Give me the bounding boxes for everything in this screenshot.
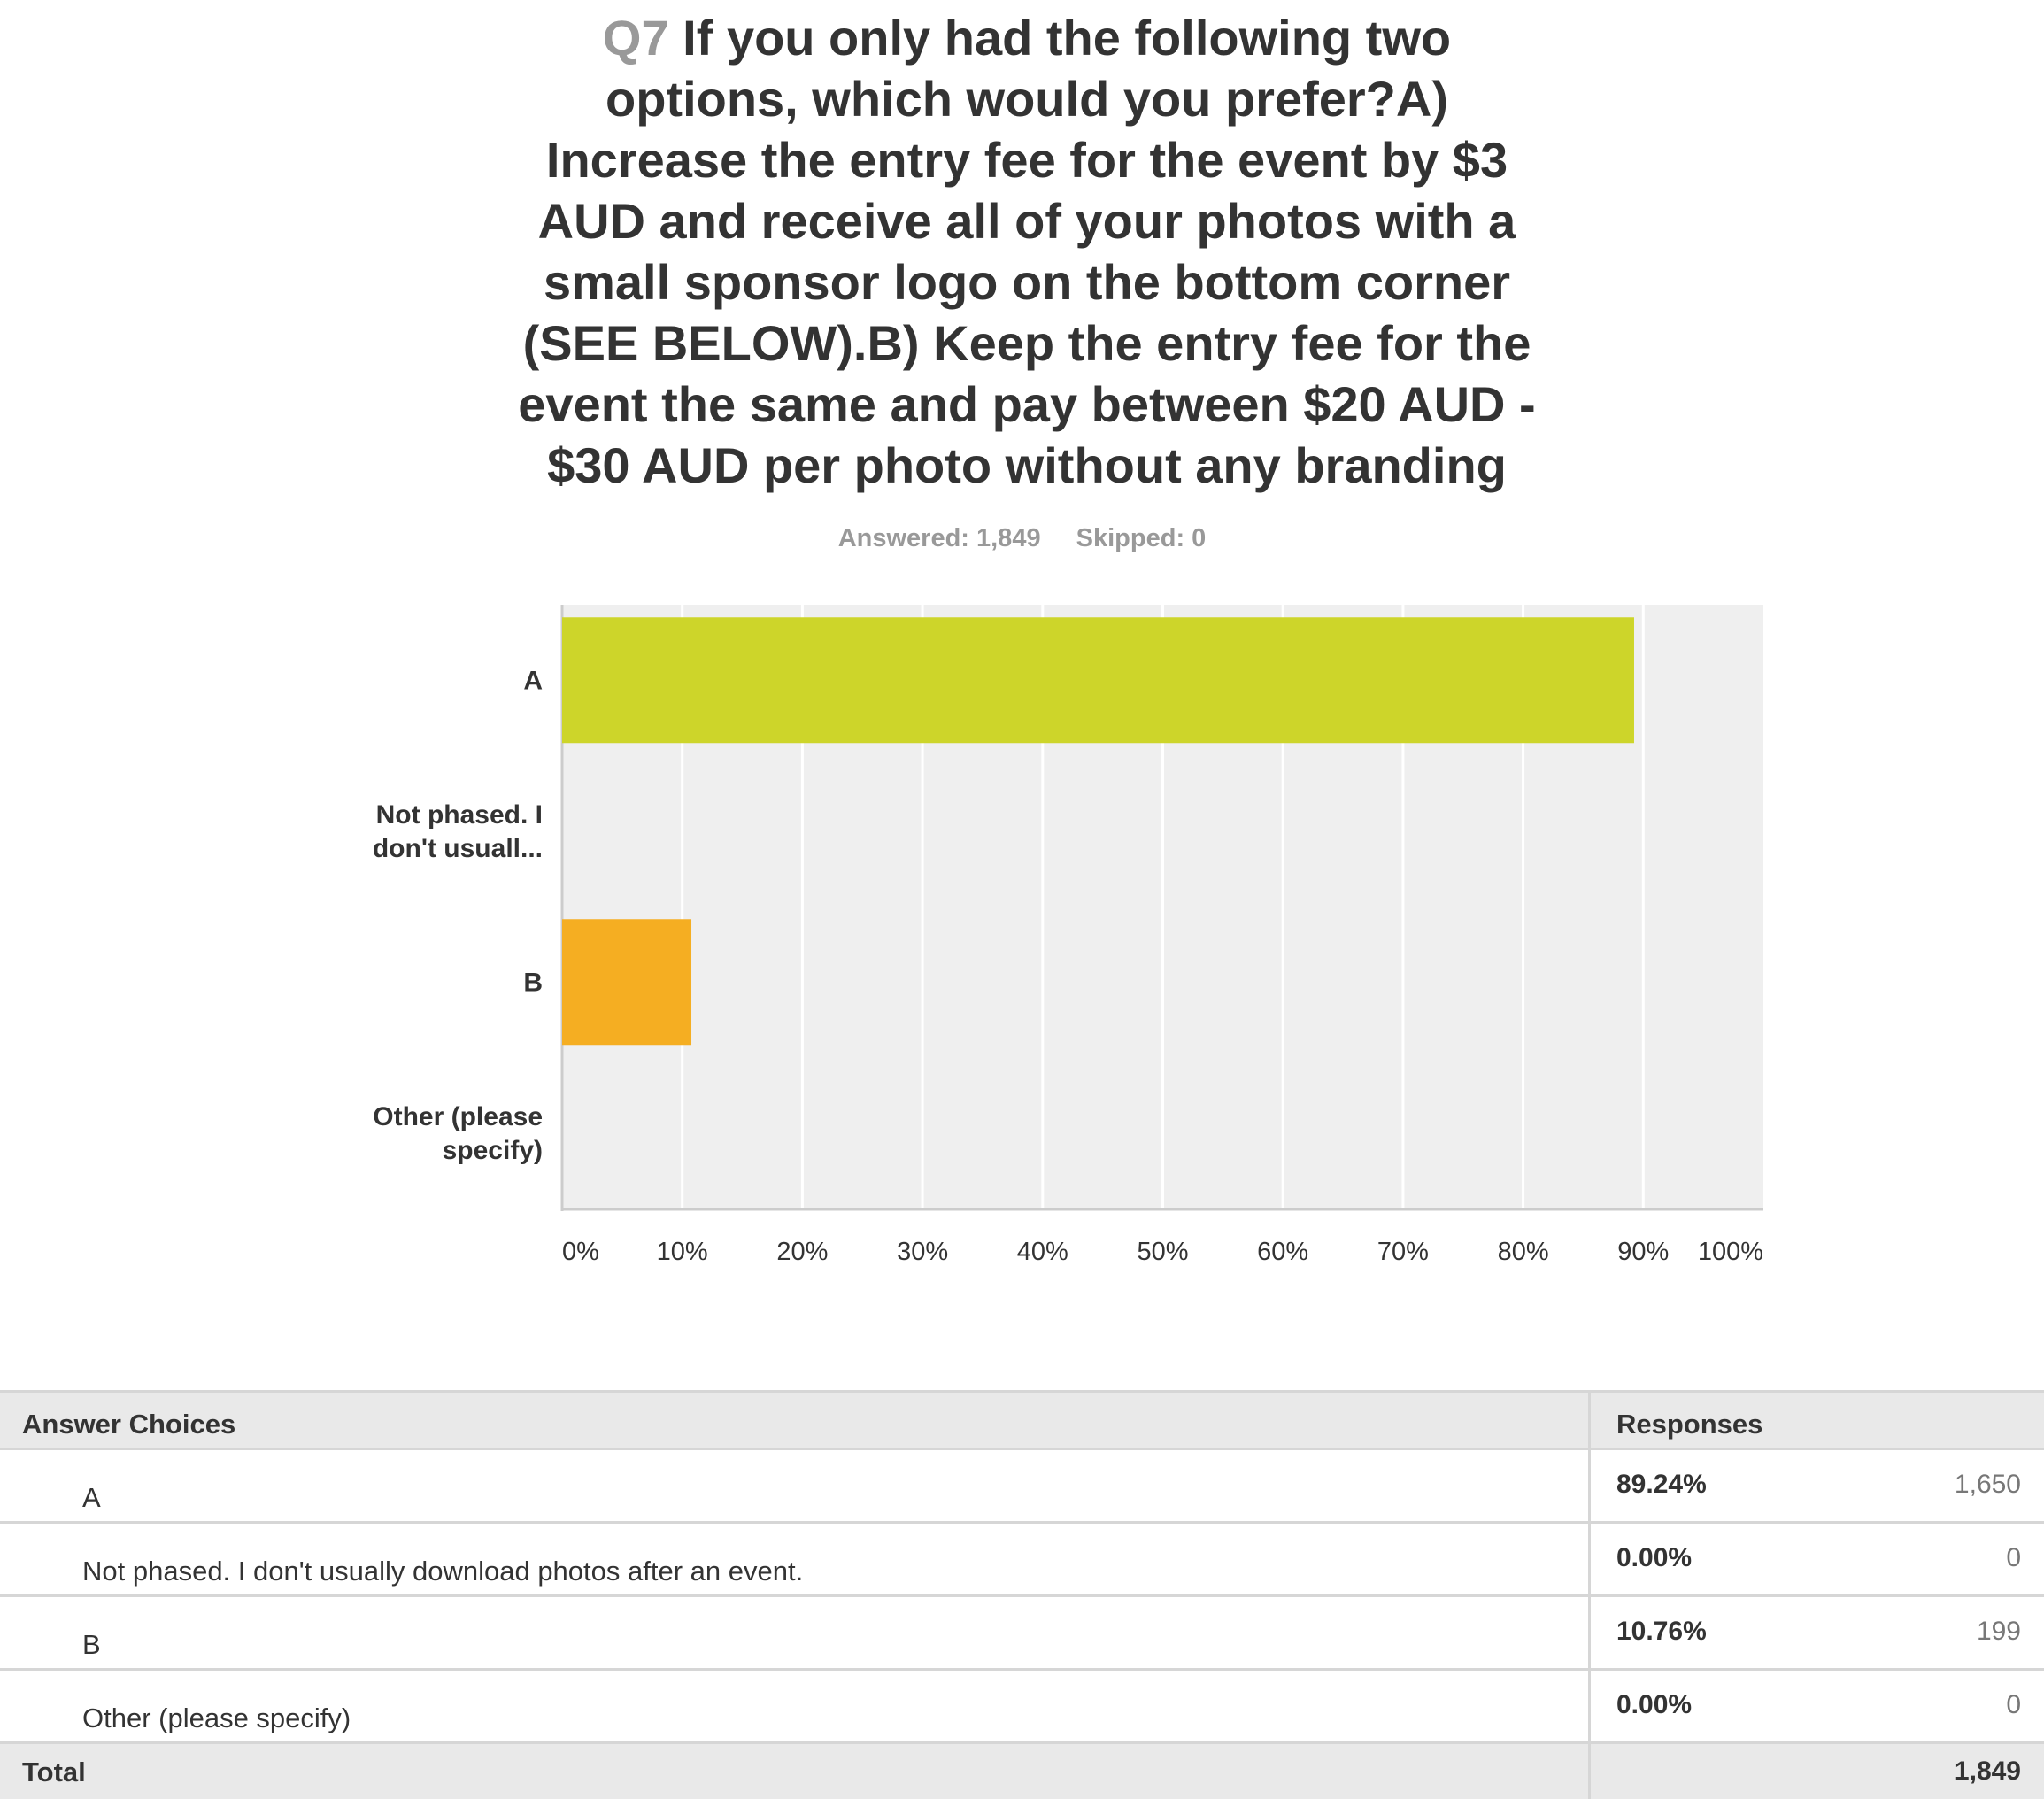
choice-label: Other (please specify) — [82, 1702, 351, 1733]
x-tick-label: 100% — [1697, 1238, 1763, 1266]
table-row — [0, 1597, 2044, 1671]
table-header-row — [0, 1390, 2044, 1450]
x-tick-label: 0% — [562, 1238, 599, 1266]
choice-label: A — [82, 1482, 101, 1513]
question-text-line: options, which would you prefer?A) — [605, 71, 1448, 127]
x-tick-label: 40% — [1016, 1238, 1068, 1266]
question-text-line: Increase the entry fee for the event by $3 — [545, 132, 1508, 188]
response-percent: 10.76% — [1616, 1617, 1707, 1646]
choice-label: B — [82, 1629, 101, 1660]
bar — [562, 617, 1634, 743]
response-table — [0, 1390, 2044, 1799]
total-count: 1,849 — [1954, 1757, 2021, 1786]
question-text-line: (SEE BELOW).B) Keep the entry fee for the — [522, 315, 1531, 371]
category-label: A — [523, 666, 543, 696]
response-count: 0 — [2006, 1543, 2021, 1572]
question-text-line: small sponsor logo on the bottom corner — [543, 254, 1511, 310]
response-count: 0 — [2006, 1690, 2021, 1719]
bar — [562, 919, 691, 1045]
answer-choices-header: Answer Choices — [22, 1409, 236, 1440]
category-label: Other (please specify) — [373, 1101, 543, 1165]
choice-label: Not phased. I don't usually download photos after an event. — [82, 1556, 804, 1587]
category-label: Not phased. I don't usuall... — [372, 799, 543, 863]
response-count: 199 — [1976, 1617, 2021, 1646]
response-percent: 0.00% — [1616, 1543, 1693, 1572]
table-total-row — [0, 1744, 2044, 1799]
x-tick-label: 60% — [1257, 1238, 1309, 1266]
skipped-count: Skipped: 0 — [1076, 524, 1207, 552]
question-number: Q7 — [602, 10, 669, 66]
responses-header: Responses — [1616, 1409, 1763, 1440]
total-label: Total — [22, 1757, 86, 1787]
table-row — [0, 1450, 2044, 1524]
question-text-line: event the same and pay between $20 AUD - — [518, 376, 1536, 432]
response-percent: 0.00% — [1616, 1690, 1693, 1719]
category-label: B — [523, 968, 543, 998]
question-text-line: If you only had the following two — [683, 10, 1452, 66]
x-tick-label: 20% — [776, 1238, 829, 1266]
answered-count: Answered: 1,849 — [837, 524, 1041, 552]
x-tick-label: 90% — [1617, 1238, 1670, 1266]
question-text-line: AUD and receive all of your photos with a — [537, 193, 1516, 249]
table-row — [0, 1671, 2044, 1744]
question-text-line: $30 AUD per photo without any branding — [547, 437, 1507, 493]
table-row — [0, 1524, 2044, 1597]
x-tick-label: 30% — [897, 1238, 949, 1266]
x-tick-label: 10% — [656, 1238, 708, 1266]
x-tick-label: 80% — [1497, 1238, 1549, 1266]
response-percent: 89.24% — [1616, 1470, 1707, 1499]
response-count: 1,650 — [1954, 1470, 2021, 1499]
x-tick-label: 70% — [1377, 1238, 1429, 1266]
x-tick-label: 50% — [1137, 1238, 1189, 1266]
